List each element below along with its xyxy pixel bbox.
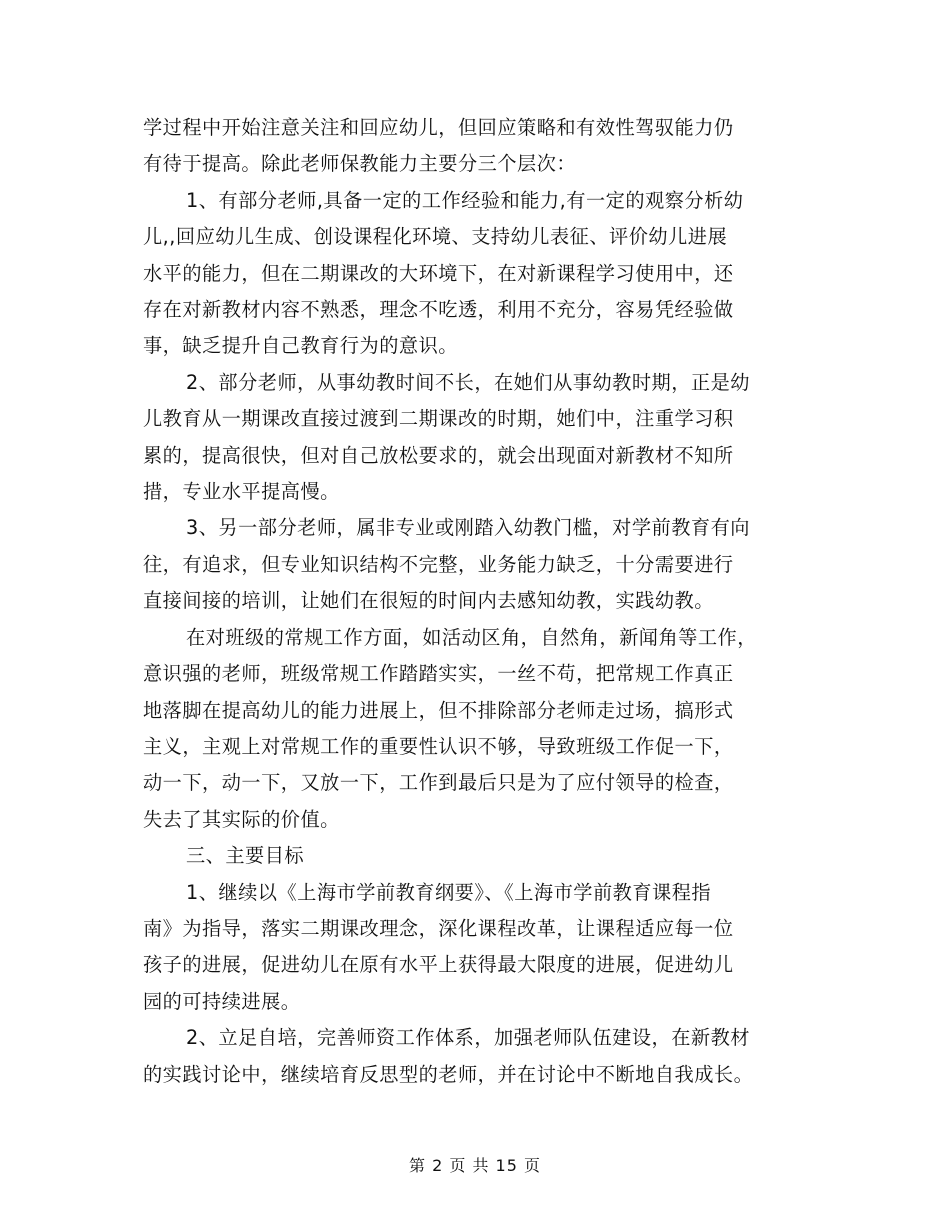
text-line: 存在对新教材内容不熟悉，理念不吃透，利用不充分，容易凭经验做 [143,298,734,322]
text-line: 在对班级的常规工作方面，如活动区角，自然角，新闻角等工作， [186,625,757,649]
paragraph-p1 [143,183,813,365]
text-line: 有待于提高。除此老师保教能力主要分三个层次： [143,152,577,176]
text-line: 2、立足自培，完善师资工作体系，加强老师队伍建设，在新教材 [186,1026,750,1050]
text-line: 2、部分老师，从事幼教时间不长，在她们从事幼教时期，正是幼 [186,370,750,394]
text-line: 3、另一部分老师，属非专业或刚踏入幼教门槛，对学前教育有向 [186,516,750,540]
text-line: 园的可持续进展。 [143,989,301,1013]
text-line: 水平的能力，但在二期课改的大环境下，在对新课程学习使用中，还 [143,261,734,285]
paragraph-p2 [143,365,813,511]
paragraph-p7 [143,1020,813,1093]
text-line: 动一下，动一下，又放一下，工作到最后只是为了应付领导的检查， [143,771,734,795]
text-line: 事，缺乏提升自己教育行为的意识。 [143,334,458,358]
text-line: 措，专业水平提高慢。 [143,480,340,504]
text-line: 直接间接的培训，让她们在很短的时间内去感知幼教，实践幼教。 [143,589,714,613]
text-line: 的实践讨论中，继续培育反思型的老师，并在讨论中不断地自我成长。 [143,1062,754,1086]
paragraph-p6 [143,875,813,1021]
paragraph-p4 [143,620,813,838]
paragraph-p5 [143,838,813,874]
text-line: 儿教育从一期课改直接过渡到二期课改的时期，她们中，注重学习积 [143,407,734,431]
text-line: 意识强的老师，班级常规工作踏踏实实，一丝不苟，把常规工作真正 [143,662,734,686]
text-line: 累的，提高很快，但对自己放松要求的，就会出现面对新教材不知所 [143,443,734,467]
text-line: 学过程中开始注意关注和回应幼儿，但回应策略和有效性驾驭能力仍 [143,116,734,139]
text-line: 南》为指导，落实二期课改理念，深化课程改革，让课程适应每一位 [143,916,734,940]
paragraph-p0 [143,110,813,183]
paragraph-p3 [143,510,813,619]
text-line: 孩子的进展，促进幼儿在原有水平上获得最大限度的进展，促进幼儿 [143,953,734,977]
text-line: 1、继续以《上海市学前教育纲要》、《上海市学前教育课程指 [186,880,712,904]
text-line: 失去了其实际的价值。 [143,807,340,831]
text-line: 儿,,回应幼儿生成、创设课程化环境、支持幼儿表征、评价幼儿进展 [143,225,728,249]
text-line: 往，有追求，但专业知识结构不完整，业务能力缺乏，十分需要进行 [143,552,734,576]
text-line: 三、主要目标 [186,844,305,868]
text-line: 主义，主观上对常规工作的重要性认识不够，导致班级工作促一下， [143,734,734,758]
document-body [143,110,813,1093]
text-line: 1、有部分老师,具备一定的工作经验和能力,有一定的观察分析幼 [186,188,744,212]
text-line: 地落脚在提高幼儿的能力进展上，但不排除部分老师走过场，搞形式 [143,698,734,722]
page-footer: 第 2 页 共 15 页 [409,1156,541,1175]
